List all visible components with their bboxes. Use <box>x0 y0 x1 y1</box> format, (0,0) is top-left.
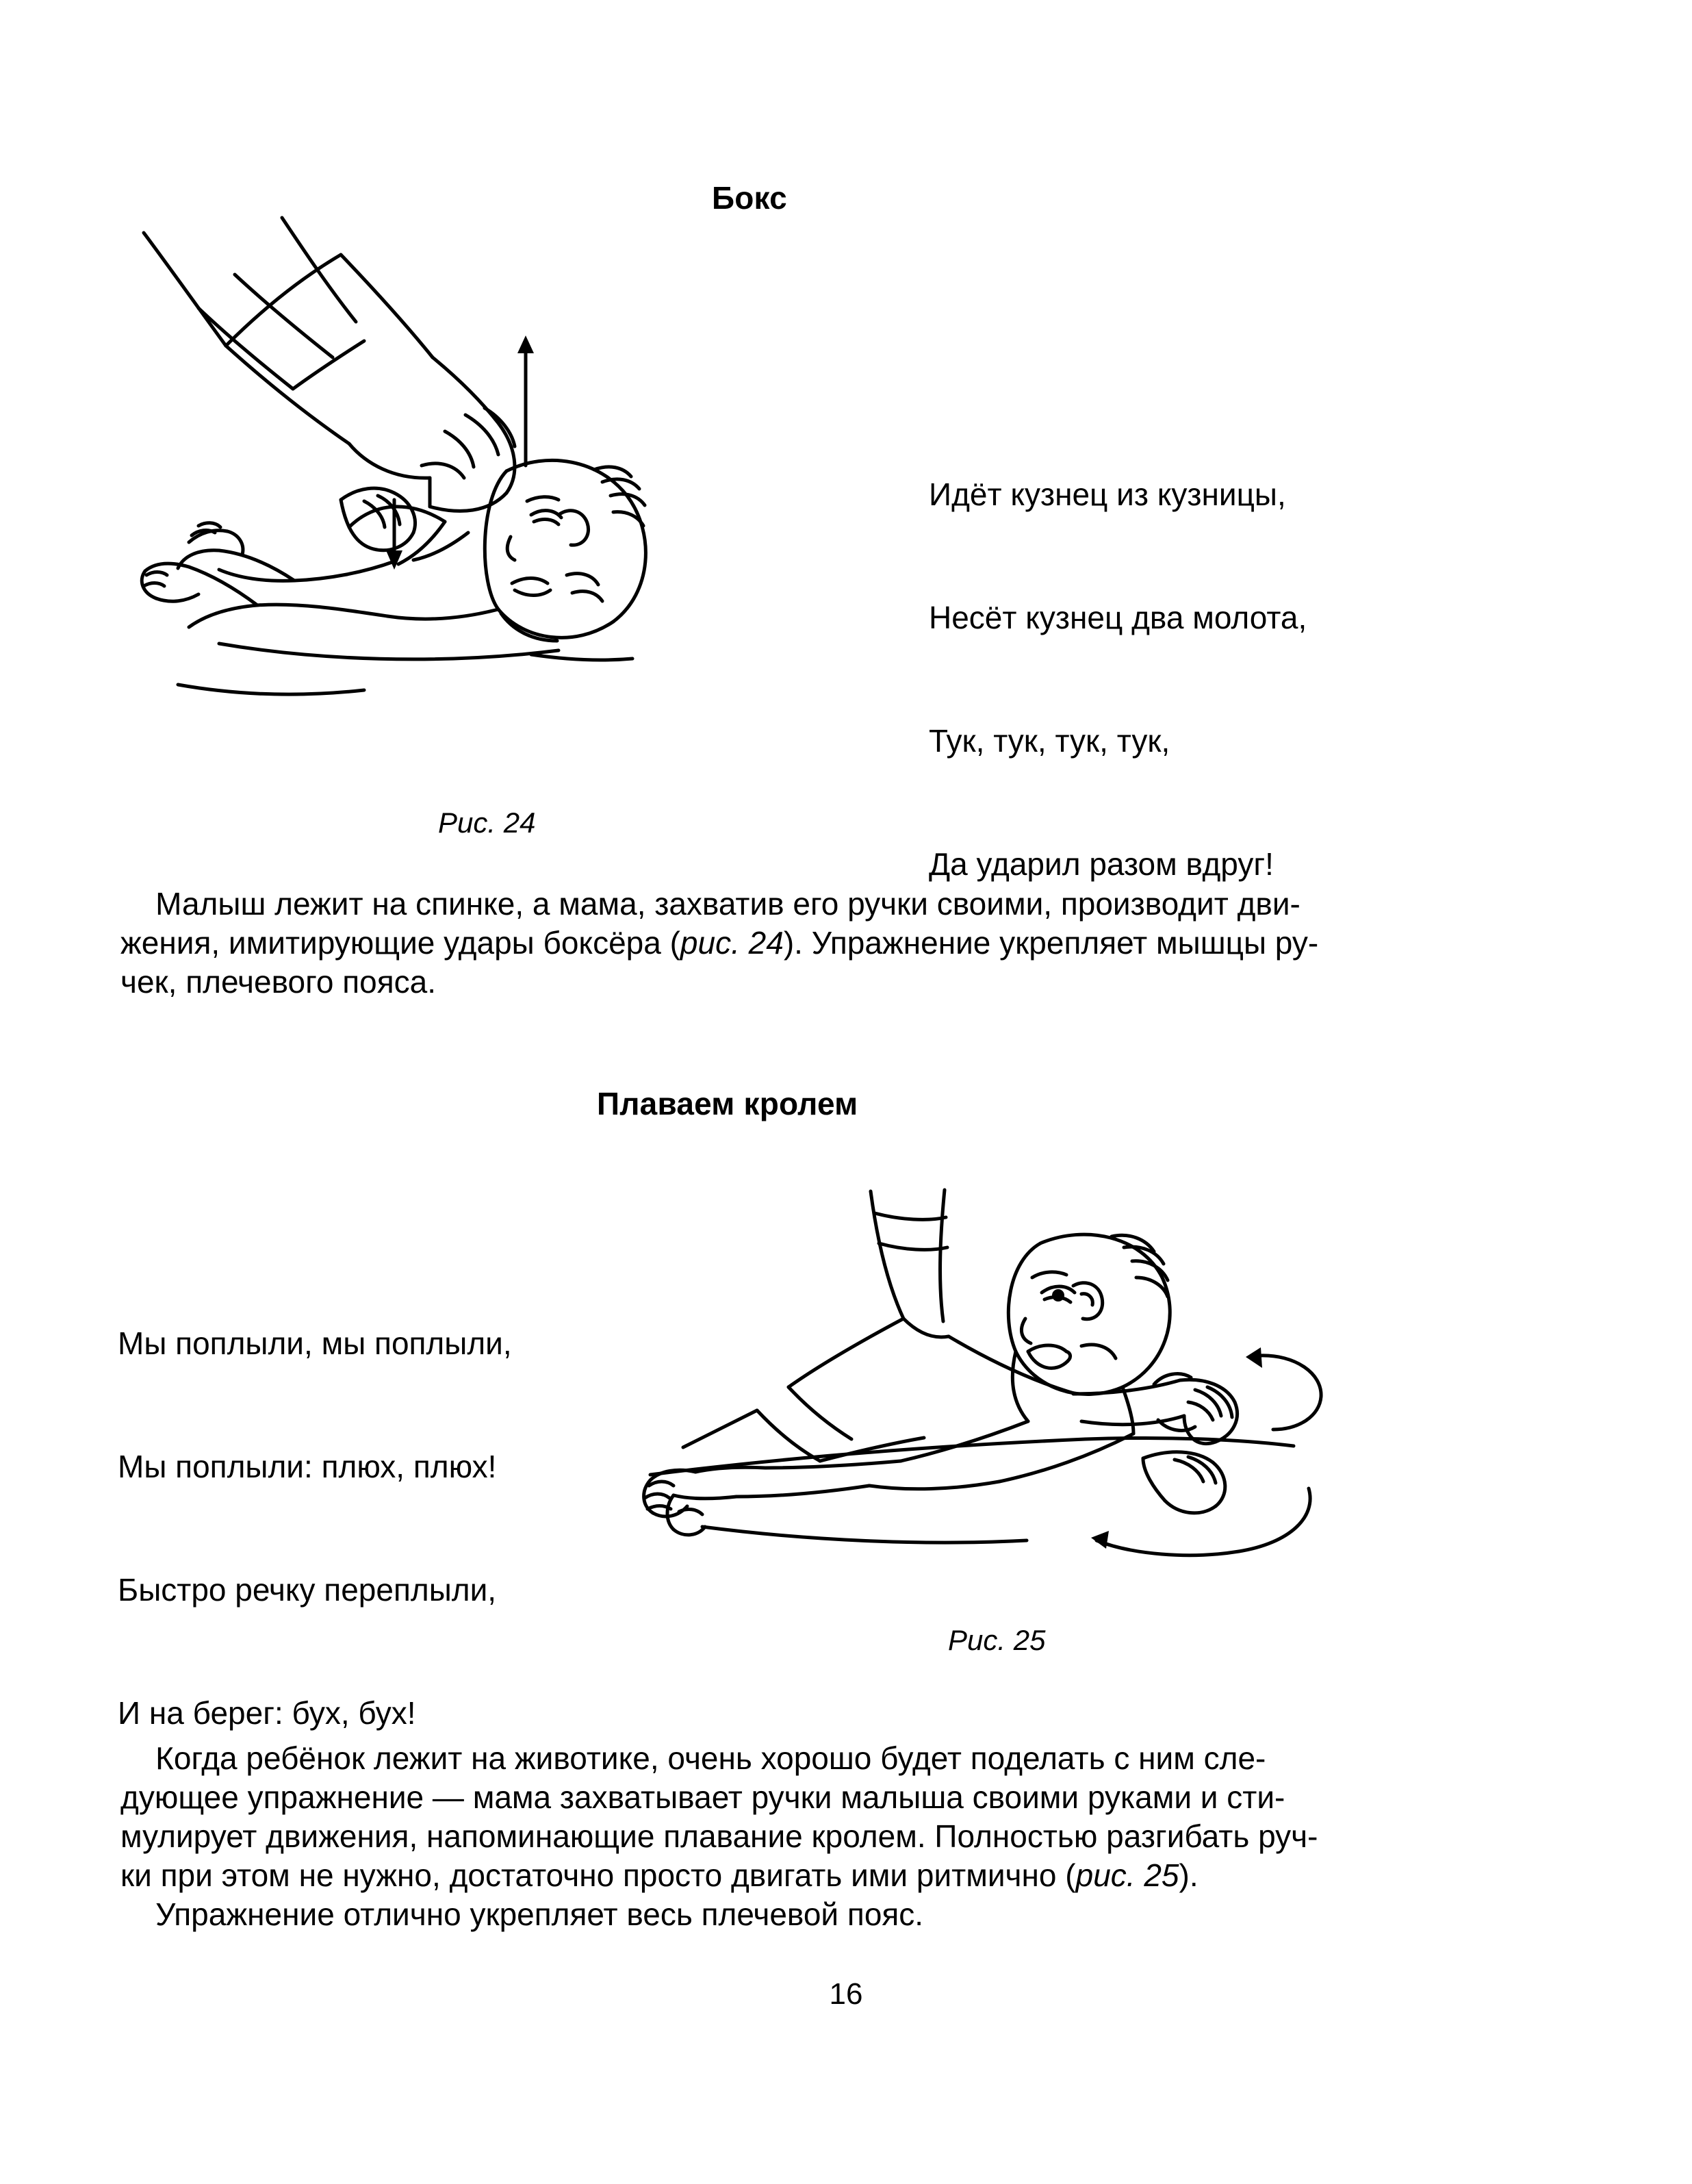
section-title-crawl: Плаваем кролем <box>597 1086 858 1121</box>
paragraph-crawl-line-3: мулирует движения, напоминающие плавание кролем. Полностью разгибать руч- <box>120 1818 1318 1854</box>
poem-crawl-line-1: Мы поплыли, мы поплыли, <box>118 1325 512 1361</box>
poem-box-line-3: Тук, тук, тук, тук, <box>929 723 1170 759</box>
poem-box-line-1: Идёт кузнец из кузницы, <box>929 477 1286 512</box>
figure-24-illustration <box>123 205 903 822</box>
poem-box-line-2: Несёт кузнец два молота, <box>929 600 1307 635</box>
poem-box-line-4: Да ударил разом вдруг! <box>929 846 1274 882</box>
paragraph-box-line-2: жения, имитирующие удары боксёра (рис. 24). Упражнение укрепляет мышцы ру- <box>120 925 1319 961</box>
figure-25-illustration <box>602 1184 1458 1677</box>
figure-25-caption: Рис. 25 <box>948 1624 1046 1656</box>
poem-crawl-line-2: Мы поплыли: плюх, плюх! <box>118 1449 497 1484</box>
paragraph-crawl-line-2: дующее упражнение — мама захватывает ручки малыша своими руками и сти- <box>120 1779 1285 1815</box>
paragraph-box <box>120 885 1585 1002</box>
paragraph-crawl-line-4: ки при этом не нужно, достаточно просто двигать ими ритмично (рис. 25). <box>120 1857 1198 1893</box>
poem-crawl-line-3: Быстро речку переплыли, <box>118 1572 497 1608</box>
section-title-box: Бокс <box>712 180 787 216</box>
paragraph-box-line-3: чек, плечевого пояса. <box>120 964 436 1000</box>
poem-box <box>929 392 1307 967</box>
page-number: 16 <box>829 1977 863 2011</box>
figure-24-caption: Рис. 24 <box>438 807 536 839</box>
paragraph-crawl-line-1: Когда ребёнок лежит на животике, очень хорошо будет поделать с ним сле- <box>120 1740 1266 1776</box>
paragraph-crawl-line-5: Упражнение отлично укрепляет весь плечевой пояс. <box>120 1896 924 1932</box>
poem-crawl <box>118 1241 512 1816</box>
paragraph-crawl <box>120 1739 1585 1934</box>
paragraph-box-line-1: Малыш лежит на спинке, а мама, захватив его ручки своими, производит дви- <box>120 886 1300 922</box>
poem-crawl-line-4: И на берег: бух, бух! <box>118 1695 416 1731</box>
